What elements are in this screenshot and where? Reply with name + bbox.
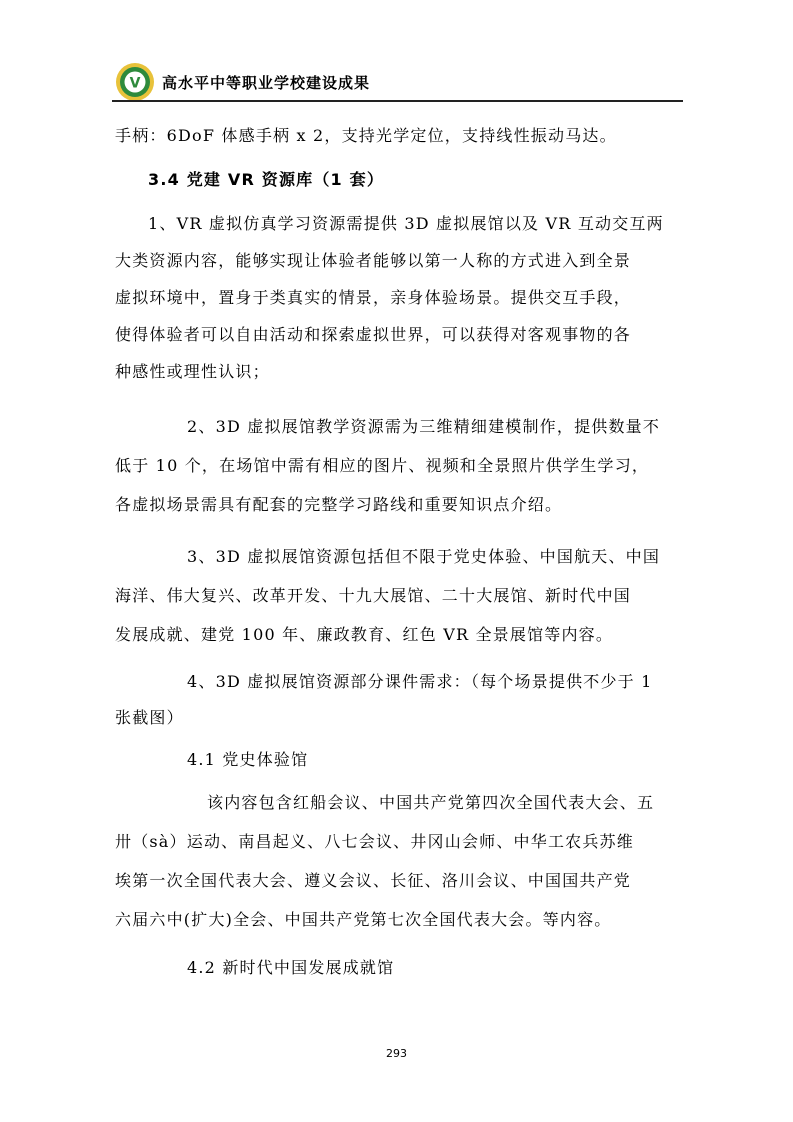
subsection-heading: 4.1 党史体验馆 <box>187 750 309 769</box>
header-divider <box>112 100 683 102</box>
text-line: 张截图） <box>115 708 184 727</box>
text-line: 3、3D 虚拟展馆资源包括但不限于党史体验、中国航天、中国 <box>187 547 661 566</box>
text-line: 大类资源内容，能够实现让体验者能够以第一人称的方式进入到全景 <box>115 251 632 270</box>
text-line: 埃第一次全国代表大会、遵义会议、长征、洛川会议、中国国共产党 <box>115 871 632 890</box>
text-line: 六届六中(扩大)全会、中国共产党第七次全国代表大会。等内容。 <box>115 910 612 929</box>
page-number: 293 <box>386 1047 407 1060</box>
text-line: 发展成就、建党 100 年、廉政教育、红色 VR 全景展馆等内容。 <box>115 625 614 644</box>
text-line: 使得体验者可以自由活动和探索虚拟世界，可以获得对客观事物的各 <box>115 325 632 344</box>
text-line: 4、3D 虚拟展馆资源部分课件需求：（每个场景提供不少于 1 <box>187 672 653 691</box>
page-header <box>112 60 692 104</box>
text-line: 手柄：6DoF 体感手柄 x 2，支持光学定位，支持线性振动马达。 <box>115 126 617 145</box>
text-line: 种感性或理性认识； <box>115 362 270 381</box>
text-line: 低于 10 个，在场馆中需有相应的图片、视频和全景照片供学生学习， <box>115 456 650 475</box>
text-line: 海洋、伟大复兴、改革开发、十九大展馆、二十大展馆、新时代中国 <box>115 586 632 605</box>
text-line: 该内容包含红船会议、中国共产党第四次全国代表大会、五 <box>207 793 655 812</box>
logo-letter: V <box>129 75 141 92</box>
text-line: 2、3D 虚拟展馆教学资源需为三维精细建模制作，提供数量不 <box>187 417 661 436</box>
text-line: 各虚拟场景需具有配套的完整学习路线和重要知识点介绍。 <box>115 495 563 514</box>
school-logo <box>115 62 155 102</box>
subsection-heading: 4.2 新时代中国发展成就馆 <box>187 958 395 977</box>
text-line: 虚拟环境中，置身于类真实的情景，亲身体验场景。提供交互手段， <box>115 288 632 307</box>
header-title: 高水平中等职业学校建设成果 <box>162 74 371 92</box>
text-line: 1、VR 虚拟仿真学习资源需提供 3D 虚拟展馆以及 VR 互动交互两 <box>148 214 664 233</box>
text-line: 卅（sà）运动、南昌起义、八七会议、井冈山会师、中华工农兵苏维 <box>115 832 634 851</box>
section-heading: 3.4 党建 VR 资源库（1 套） <box>148 170 385 189</box>
